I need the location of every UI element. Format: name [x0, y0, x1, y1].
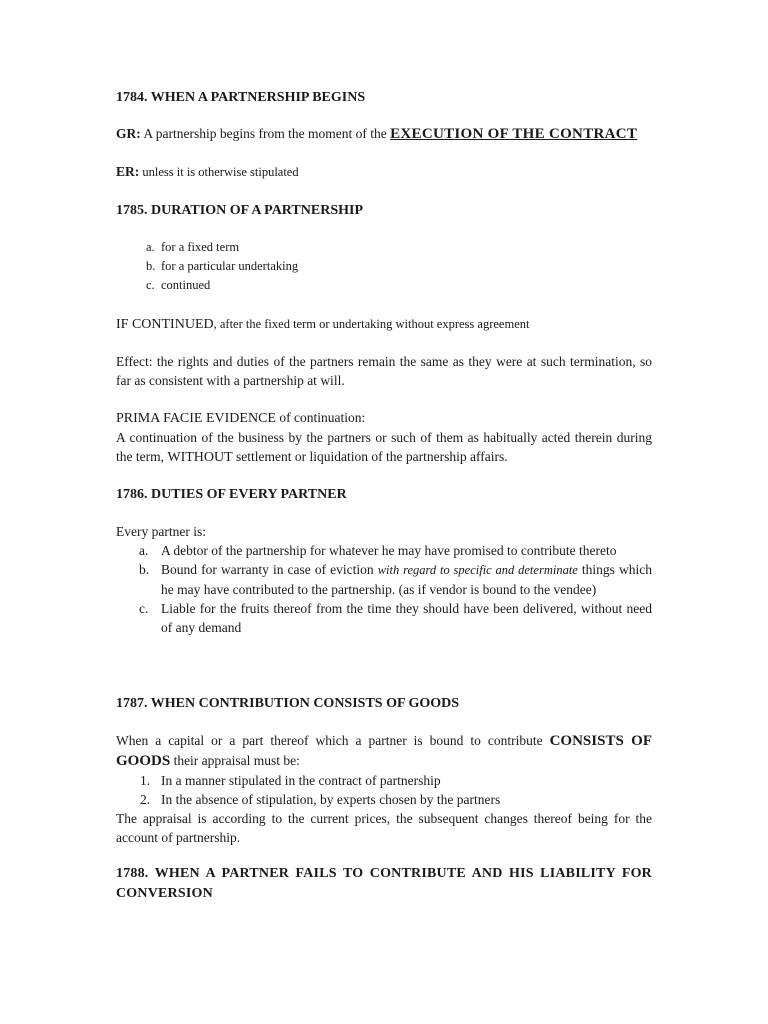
continuation-text: A continuation of the business by the partners or such of them as habitually acted therein during the term,	[116, 430, 652, 464]
list-marker: a.	[139, 543, 149, 558]
list-marker: c.	[139, 601, 149, 616]
continuation-emphasis: WITHOUT	[167, 450, 233, 465]
duration-list	[116, 238, 652, 295]
duties-section	[116, 522, 652, 637]
list-text: for a particular undertaking	[161, 259, 299, 273]
list-marker: c.	[146, 278, 155, 292]
heading-1787: 1787. WHEN CONTRIBUTION CONSISTS OF GOODS	[116, 696, 460, 711]
list-text: A debtor of the partnership for whatever he may have promised to contribute thereto	[161, 543, 617, 558]
heading-1786: 1786. DUTIES OF EVERY PARTNER	[116, 487, 347, 502]
warranty-text: Bound for warranty in case of eviction	[161, 562, 378, 577]
goods-emphasis: CONSISTS OF GOODS	[116, 733, 652, 769]
effect-text: Effect: the rights and duties of the partners remain the same as they were at such termination, so far as consistent with a partnership at will.	[116, 354, 652, 388]
if-text: , after the fixed term or undertaking without express agreement	[213, 317, 530, 331]
goods-section	[116, 731, 652, 847]
list-item	[116, 238, 652, 257]
if-label: IF CONTINUED	[116, 317, 214, 332]
warranty-text-end: things which he may have contributed to the partnership. (as if vendor is bound to the vendee)	[161, 562, 652, 597]
effect-paragraph	[116, 352, 652, 390]
list-item	[116, 560, 652, 599]
heading-1785: 1785. DURATION OF A PARTNERSHIP	[116, 203, 363, 218]
list-item	[116, 771, 652, 790]
heading-1788: 1788. WHEN A PARTNER FAILS TO CONTRIBUTE AND HIS LIABILITY FOR CONVERSION	[116, 866, 652, 901]
goods-intro: When a capital or a part thereof which a partner is bound to contribute	[116, 733, 550, 748]
duties-intro: Every partner is:	[116, 524, 206, 539]
list-item	[116, 541, 652, 560]
list-item	[116, 599, 652, 637]
gr-text: A partnership begins from the moment of the	[140, 126, 391, 141]
continuation-text-end: settlement or liquidation of the partnership affairs.	[232, 449, 508, 464]
list-text: Liable for the fruits thereof from the time they should have been delivered, without need of any demand	[161, 601, 652, 635]
list-text: continued	[161, 278, 211, 292]
heading-1784: 1784. WHEN A PARTNERSHIP BEGINS	[116, 90, 366, 105]
goods-closing: The appraisal is according to the current prices, the subsequent changes thereof being for the account of partnership.	[116, 811, 652, 845]
gr-label: GR:	[116, 126, 141, 141]
er-label: ER:	[116, 164, 140, 179]
list-item	[116, 790, 652, 809]
pf-text: of continuation:	[275, 410, 366, 425]
list-item	[116, 257, 652, 276]
list-marker: b.	[146, 259, 156, 273]
pf-label: PRIMA FACIE EVIDENCE	[116, 411, 276, 426]
list-marker: b.	[139, 562, 150, 577]
general-rule	[116, 124, 652, 144]
warranty-italic: with regard to specific and determinate	[377, 563, 578, 577]
gr-emphasis: EXECUTION OF THE CONTRACT	[390, 126, 638, 142]
list-text: In the absence of stipulation, by experts chosen by the partners	[161, 792, 501, 807]
list-item	[116, 276, 652, 295]
er-text: unless it is otherwise stipulated	[139, 165, 299, 179]
goods-intro-end: their appraisal must be:	[170, 753, 300, 768]
list-marker: 2.	[140, 792, 151, 807]
list-text: for a fixed term	[161, 240, 240, 254]
exception-rule	[116, 162, 652, 182]
list-marker: 1.	[140, 773, 151, 788]
list-text: In a manner stipulated in the contract of partnership	[161, 773, 441, 788]
list-text	[161, 560, 652, 599]
if-continued	[116, 314, 652, 334]
list-marker: a.	[146, 240, 155, 254]
prima-facie	[116, 408, 652, 467]
